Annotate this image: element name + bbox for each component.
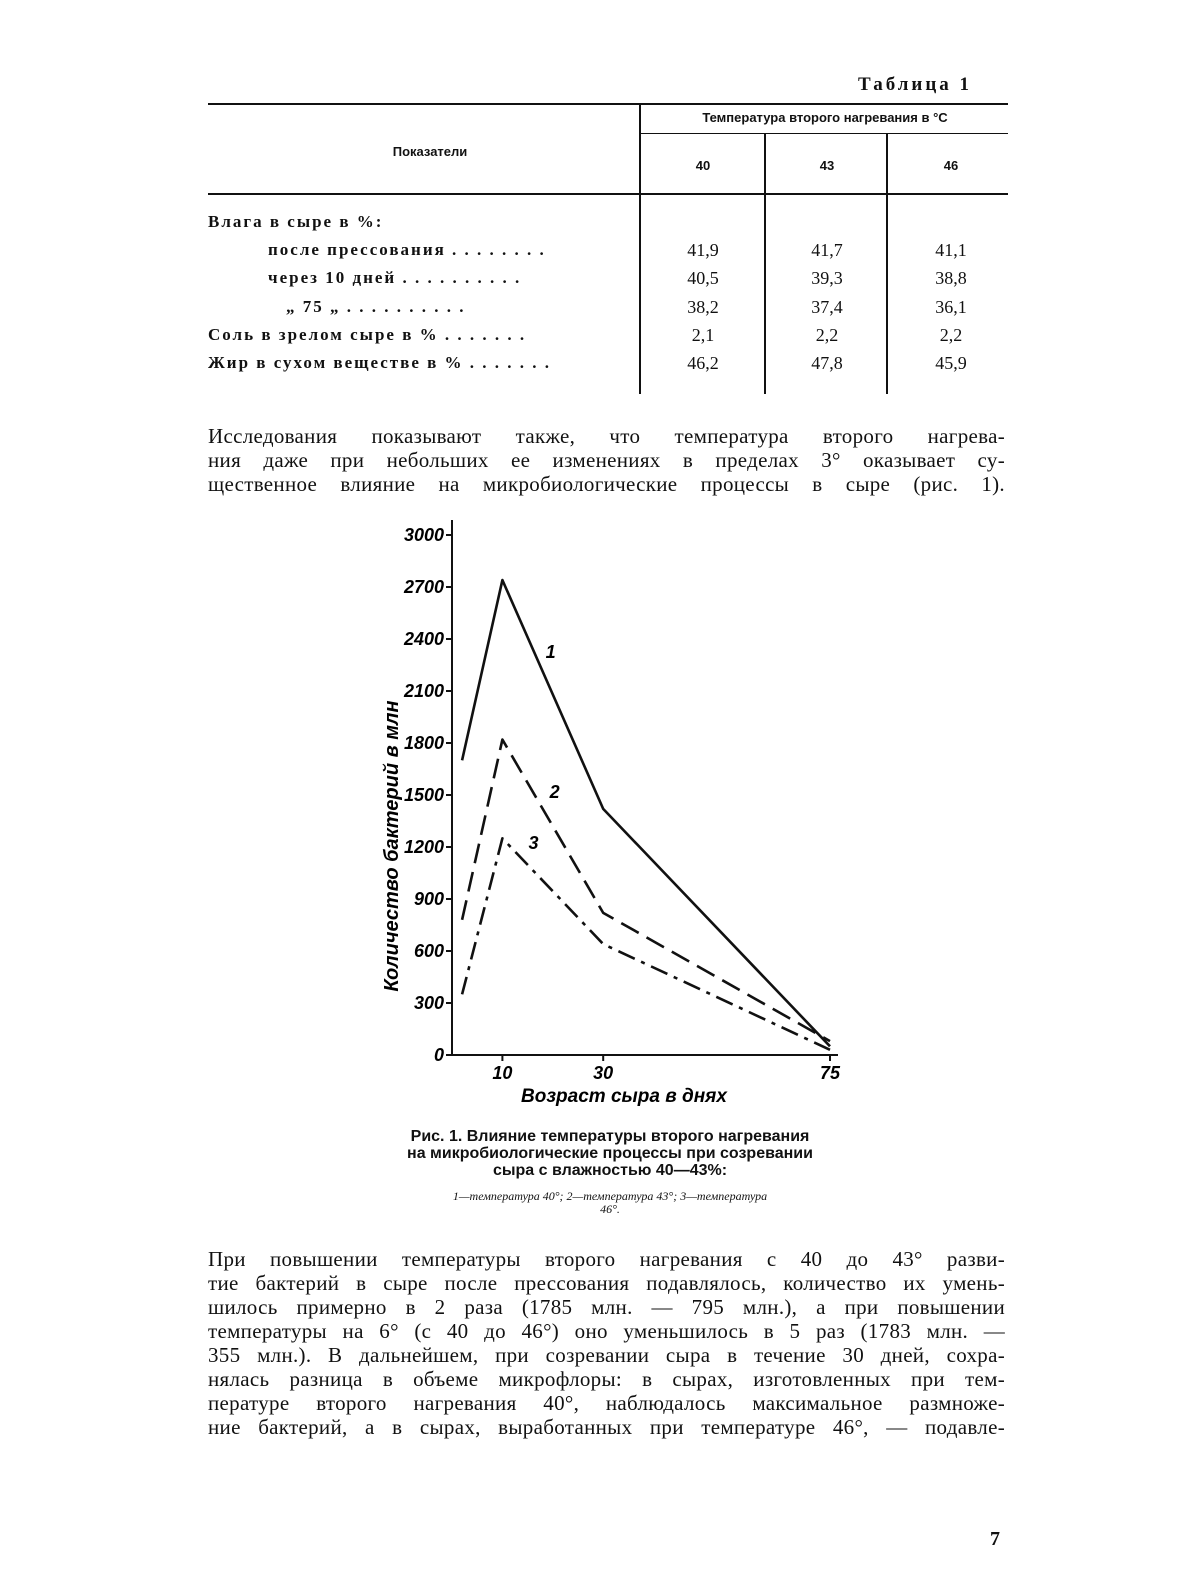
table-cell: 47,8 <box>811 353 843 373</box>
y-tick-label: 2100 <box>403 681 444 701</box>
y-axis-ticks <box>403 525 452 1065</box>
y-tick-label: 1500 <box>403 785 444 805</box>
x-axis-label: Возраст сыра в днях <box>521 1086 727 1107</box>
table-row-label: после прессования . . . . . . . . <box>268 240 546 259</box>
text-line: ние бактерий, а в сырах, выработанных при температуре 46°, — подавле- <box>208 1415 1005 1439</box>
table-col-40: 40 <box>695 158 711 173</box>
table-header-rule <box>208 193 1008 195</box>
text-line: нялась разница в объеме микрофлоры: в сырах, изготовленных при тем- <box>208 1367 1005 1391</box>
text-line: 355 млн.). В дальнейшем, при созревании сыра в течение 30 дней, сохра- <box>208 1343 1005 1367</box>
table-section-label: Влага в сыре в %: <box>208 212 384 231</box>
text-line: шилось примерно в 2 раза (1785 млн. — 795 млн.), а при повышении <box>208 1295 1005 1319</box>
text-line: тие бактерий в сыре после прессования подавлялось, количество их умень- <box>208 1271 1005 1295</box>
text-line: ния даже при небольших ее изменениях в пределах 3° оказывает су- <box>208 448 1005 472</box>
legend-line: 46°. <box>600 1202 620 1216</box>
table-row-label: через 10 дней . . . . . . . . . . <box>268 268 522 287</box>
paragraph-intro <box>208 424 1005 496</box>
caption-line: сыра с влажностью 40—43%: <box>492 1162 728 1179</box>
y-tick-label: 2700 <box>403 577 444 597</box>
table-col-46: 46 <box>943 158 959 173</box>
table-divider-3 <box>886 134 888 394</box>
y-tick-label: 600 <box>413 941 444 961</box>
text-line: пературе второго нагревания 40°, наблюдалось максимальное размноже- <box>208 1391 1005 1415</box>
y-tick-label: 900 <box>413 889 444 909</box>
table-cell: 2,2 <box>939 325 963 345</box>
y-tick-label: 3000 <box>403 525 444 545</box>
caption-line: на микробиологические процессы при созревании <box>407 1145 813 1162</box>
figure-caption <box>370 1128 850 1179</box>
table-cell: 2,2 <box>815 325 839 345</box>
x-axis-ticks <box>492 1055 841 1083</box>
table-divider-1 <box>639 104 641 394</box>
text-line: При повышении температуры второго нагревания с 40 до 43° разви- <box>208 1247 1005 1271</box>
y-axis-label: Количество бактерий в млн <box>381 700 403 992</box>
x-tick-label: 30 <box>593 1063 614 1083</box>
table-group-rule <box>640 133 1008 134</box>
y-tick-label: 2400 <box>403 629 444 649</box>
series-line-1 <box>462 580 830 1046</box>
table-cell: 41,7 <box>811 240 843 260</box>
figure-legend <box>370 1190 850 1216</box>
table-cell: 46,2 <box>687 353 719 373</box>
paragraph-body <box>208 1247 1005 1439</box>
table-cell: 40,5 <box>687 268 719 288</box>
text-line: температуры на 6° (с 40 до 46°) оно уменьшилось в 5 раз (1783 млн. — <box>208 1319 1005 1343</box>
table-top-rule <box>208 103 1008 105</box>
page-number: 7 <box>990 1528 1000 1550</box>
table-row-header: Показатели <box>392 144 468 159</box>
table-header-group: Температура второго нагревания в °С <box>702 110 948 125</box>
y-tick-label: 300 <box>413 993 444 1013</box>
table-cell: 37,4 <box>811 297 843 317</box>
table-row-label: Соль в зрелом сыре в % . . . . . . . <box>208 325 527 344</box>
table-cell: 39,3 <box>811 268 843 288</box>
x-tick-label: 10 <box>492 1063 513 1083</box>
table-caption: Таблица 1 <box>858 74 973 95</box>
series-label-2: 2 <box>549 782 560 803</box>
table-cell: 36,1 <box>935 297 967 317</box>
series-line-3 <box>462 838 830 1049</box>
chart-series <box>462 580 830 1050</box>
table-row-label: „ 75 „ . . . . . . . . . . <box>286 297 466 316</box>
bacteria-chart <box>360 510 880 1120</box>
table-cell: 41,9 <box>687 240 719 260</box>
legend-line: 1—температура 40°; 2—температура 43°; 3—температура <box>452 1189 768 1203</box>
table-col-43: 43 <box>819 158 835 173</box>
text-line: Исследования показывают также, что температура второго нагрева- <box>208 424 1005 448</box>
caption-line: Рис. 1. Влияние температуры второго нагревания <box>410 1128 810 1145</box>
series-line-2 <box>462 740 830 1042</box>
text-line: щественное влияние на микробиологические процессы в сыре (рис. 1). <box>208 472 1005 496</box>
x-tick-label: 75 <box>819 1063 841 1083</box>
y-tick-label: 1200 <box>403 837 444 857</box>
table-cell: 45,9 <box>935 353 967 373</box>
table-cell: 41,1 <box>935 240 967 260</box>
table-cell: 38,2 <box>687 297 719 317</box>
table-row-label: Жир в сухом веществе в % . . . . . . . <box>208 353 552 372</box>
series-label-3: 3 <box>528 833 539 854</box>
table-divider-2 <box>764 134 766 394</box>
y-tick-label: 1800 <box>403 733 444 753</box>
series-label-1: 1 <box>545 642 556 663</box>
y-tick-label: 0 <box>433 1045 444 1065</box>
table-cell: 38,8 <box>935 268 967 288</box>
table-cell: 2,1 <box>691 325 715 345</box>
